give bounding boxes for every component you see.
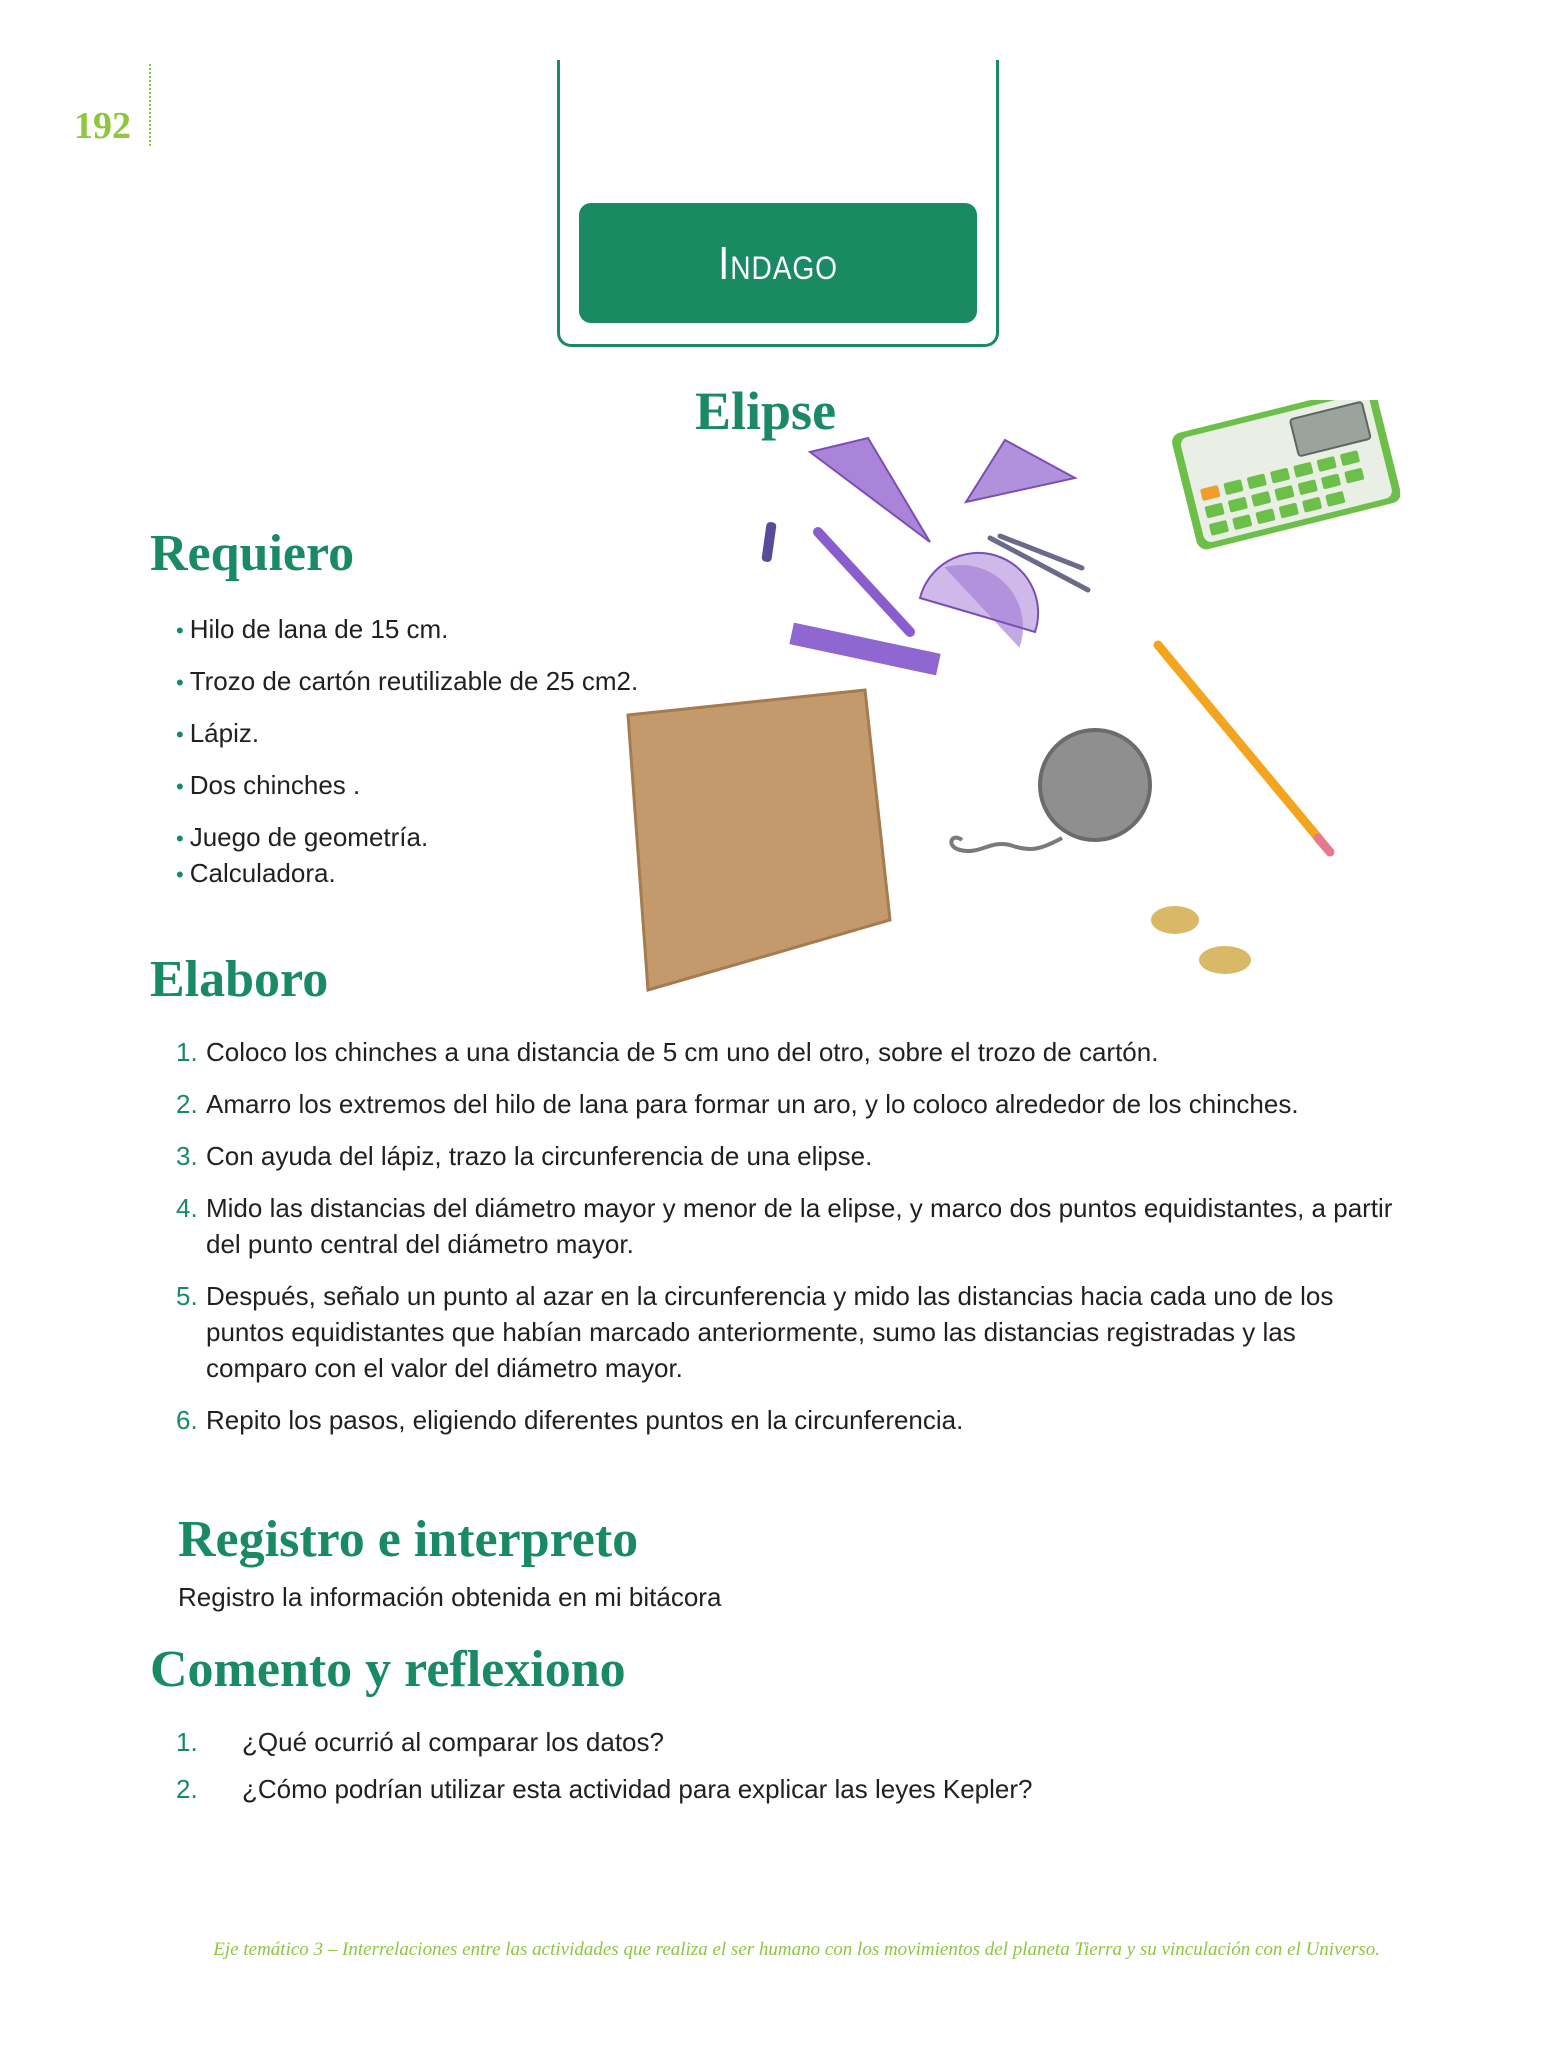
registro-heading: Registro e interpreto [178,1511,639,1568]
list-item: • Juego de geometría. [176,822,429,852]
section-label-banner [579,203,977,323]
page-number: 192 [74,105,131,147]
pencil-icon [1158,645,1330,852]
list-item: • Calculadora. [176,858,336,888]
page-footer: Eje temático 3 – Interrelaciones entre las actividades que realiza el ser humano con los movimientos del planeta Tierra y su vinculación con el Universo. [213,1939,1380,1960]
step-item: 6. Repito los pasos, eligiendo diferentes puntos en la circunferencia. [176,1405,964,1435]
bullet-icon: • [176,670,184,695]
yarn-thread-icon [951,838,1062,851]
registro-text: Registro la información obtenida en mi bitácora [178,1582,722,1612]
questions-list [176,1727,1033,1821]
yarn-ball-icon [1040,730,1150,840]
list-item: • Dos chinches . [176,770,361,800]
bullet-icon: • [176,722,184,747]
step-item: 4. Mido las distancias del diámetro mayor y menor de la elipse, y marco dos puntos equidistantes, a partir del punto central del diámetro mayor. [176,1193,1393,1259]
pen-cap-icon [761,521,776,562]
list-item: • Lápiz. [176,718,260,748]
thumbtack-icon [1199,946,1251,974]
bullet-icon: • [176,774,184,799]
question-item: 2. ¿Cómo podrían utilizar esta actividad para explicar las leyes Kepler? [176,1774,1033,1804]
materials-illustration [600,400,1400,1000]
step-item: 2. Amarro los extremos del hilo de lana para formar un aro, y lo coloco alrededor de los chinches. [176,1089,1299,1119]
requiero-heading: Requiero [150,525,355,582]
comento-heading: Comento y reflexiono [150,1641,626,1698]
bullet-icon: • [176,618,184,643]
bullet-icon: • [176,862,184,887]
elaboro-heading: Elaboro [150,951,329,1008]
ruler-icon [789,623,940,676]
pen-icon [818,532,910,632]
set-square-icon [966,440,1075,502]
question-item: 1. ¿Qué ocurrió al comparar los datos? [176,1727,664,1757]
cardboard-icon [628,690,890,990]
list-item: • Hilo de lana de 15 cm. [176,614,449,644]
step-item: 5. Después, señalo un punto al azar en la circunferencia y mido las distancias hacia cada uno de los puntos equidistantes que habían marcado anteriormente, sumo las distancias registradas y las comparo con el valor del diámetro mayor. [176,1281,1334,1383]
step-item: 1. Coloco los chinches a una distancia de 5 cm uno del otro, sobre el trozo de cartón. [176,1037,1159,1067]
thumbtack-icon [1151,906,1199,934]
steps-list [176,1034,1396,1454]
bullet-icon: • [176,826,184,851]
set-square-icon [810,438,930,542]
calculator-icon [1170,400,1400,551]
section-label: Indago [718,237,838,289]
page-number-divider [149,64,151,146]
list-item: • Trozo de cartón reutilizable de 25 cm2. [176,666,639,696]
step-item: 3. Con ayuda del lápiz, trazo la circunferencia de una elipse. [176,1141,873,1171]
page-title: Elipse [695,381,837,441]
